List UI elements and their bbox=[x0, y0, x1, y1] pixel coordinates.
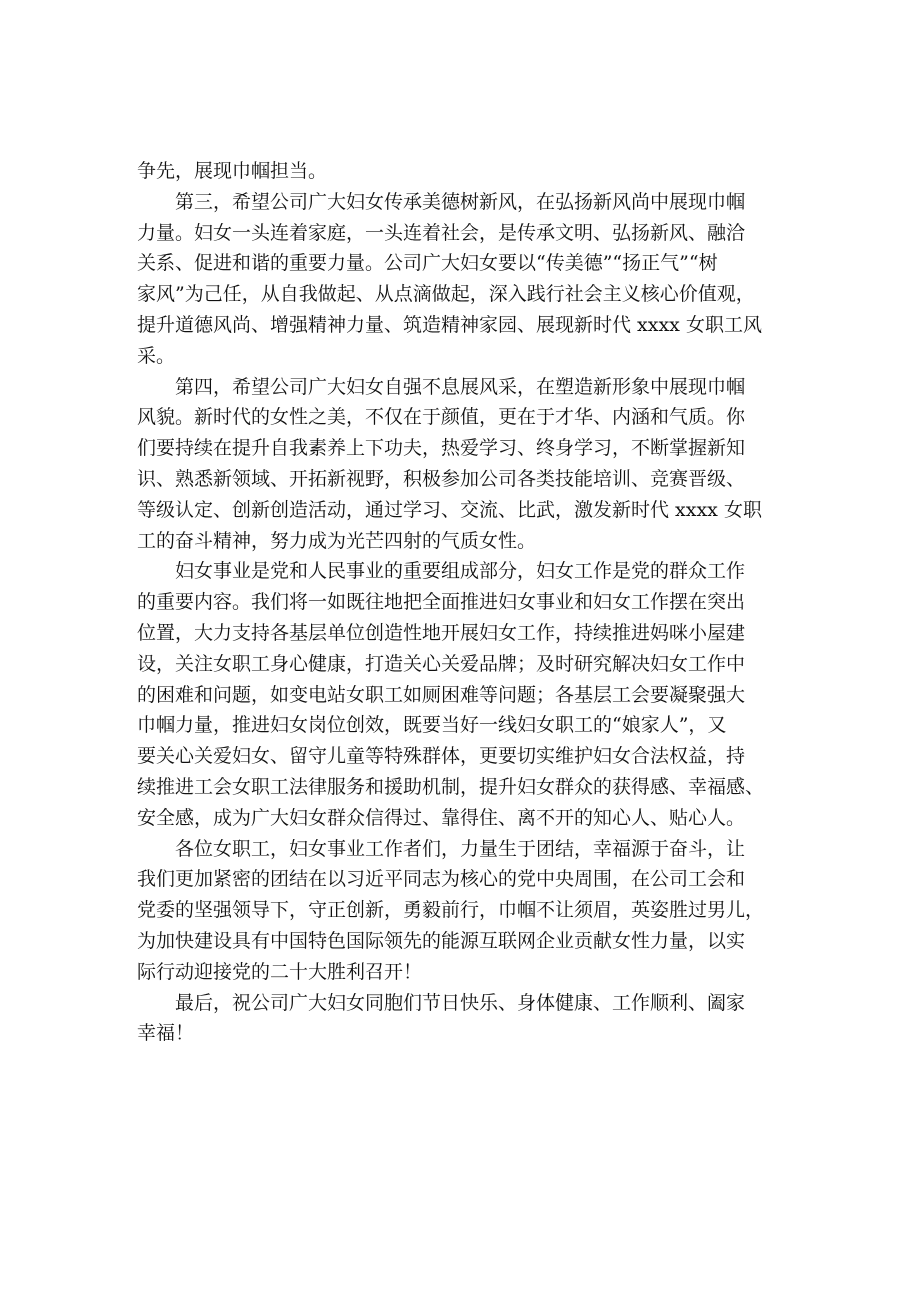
text-line: 巾帼力量，推进妇女岗位创效，既要当好一线妇女职工的“娘家人”，又 bbox=[137, 714, 727, 737]
text-line: 力量。妇女一头连着家庭，一头连着社会，是传承文明、弘扬新风、融洽 bbox=[137, 221, 746, 244]
text-line: 识、熟悉新领域、开拓新视野，积极参加公司各类技能培训、竞赛晋级、 bbox=[137, 467, 746, 490]
text-line: 要关心关爱妇女、留守儿童等特殊群体，更要切实维护妇女合法权益，持 bbox=[137, 745, 746, 768]
paragraph-third-point bbox=[137, 187, 787, 372]
text-line: 安全感，成为广大妇女群众信得过、靠得住、离不开的知心人、贴心人。 bbox=[137, 806, 746, 829]
text-line: 的重要内容。我们将一如既往地把全面推进妇女事业和妇女工作摆在突出 bbox=[137, 591, 746, 614]
text-line: 际行动迎接党的二十大胜利召开！ bbox=[137, 960, 423, 983]
text-line: 们要持续在提升自我素养上下功夫，热爱学习、终身学习，不断掌握新知 bbox=[137, 437, 746, 460]
text-line: 位置，大力支持各基层单位创造性地开展妇女工作，持续推进妈咪小屋建 bbox=[137, 621, 746, 644]
text-line: 提升道德风尚、增强精神力量、筑造精神家园、展现新时代 xxxx 女职工风 bbox=[137, 313, 762, 336]
text-line: 第四，希望公司广大妇女自强不息展风采，在塑造新形象中展现巾帼 bbox=[175, 375, 746, 398]
text-line: 各位女职工，妇女事业工作者们，力量生于团结，幸福源于奋斗，让 bbox=[175, 837, 746, 860]
text-line: 最后，祝公司广大妇女同胞们节日快乐、身体健康、工作顺利、阖家 bbox=[175, 991, 746, 1014]
document-body bbox=[137, 156, 787, 1049]
text-line: 我们更加紧密的团结在以习近平同志为核心的党中央周围，在公司工会和 bbox=[137, 868, 746, 891]
paragraph-continuation bbox=[137, 156, 787, 187]
text-line: 第三，希望公司广大妇女传承美德树新风，在弘扬新风尚中展现巾帼 bbox=[175, 190, 746, 213]
text-line: 家风”为己任，从自我做起、从点滴做起，深入践行社会主义核心价值观， bbox=[137, 283, 755, 306]
text-line: 关系、促进和谐的重要力量。公司广大妇女要以“传美德”“扬正气”“树 bbox=[137, 252, 718, 275]
text-line: 续推进工会女职工法律服务和援助机制，提升妇女群众的获得感、幸福感、 bbox=[137, 775, 765, 798]
text-line: 妇女事业是党和人民事业的重要组成部分，妇女工作是党的群众工作 bbox=[175, 560, 746, 583]
paragraph-closing-wishes bbox=[137, 988, 787, 1050]
text-line: 党委的坚强领导下，守正创新，勇毅前行，巾帼不让须眉，英姿胜过男儿， bbox=[137, 899, 765, 922]
text-line: 争先，展现巾帼担当。 bbox=[137, 160, 328, 182]
text-line: 风貌。新时代的女性之美，不仅在于颜值，更在于才华、内涵和气质。你 bbox=[137, 406, 746, 429]
paragraph-fourth-point bbox=[137, 372, 787, 557]
paragraph-call-to-action bbox=[137, 834, 787, 988]
text-line: 设，关注女职工身心健康，打造关心关爱品牌；及时研究解决妇女工作中 bbox=[137, 652, 746, 675]
text-line: 幸福！ bbox=[137, 1022, 195, 1045]
paragraph-womens-work bbox=[137, 556, 787, 833]
text-line: 采。 bbox=[137, 344, 176, 367]
text-line: 为加快建设具有中国特色国际领先的能源互联网企业贡献女性力量，以实 bbox=[137, 929, 746, 952]
text-line: 的困难和问题，如变电站女职工如厕困难等问题；各基层工会要凝聚强大 bbox=[137, 683, 746, 706]
text-line: 工的奋斗精神，努力成为光芒四射的气质女性。 bbox=[137, 529, 537, 552]
text-line: 等级认定、创新创造活动，通过学习、交流、比武，激发新时代 xxxx 女职 bbox=[137, 498, 762, 521]
